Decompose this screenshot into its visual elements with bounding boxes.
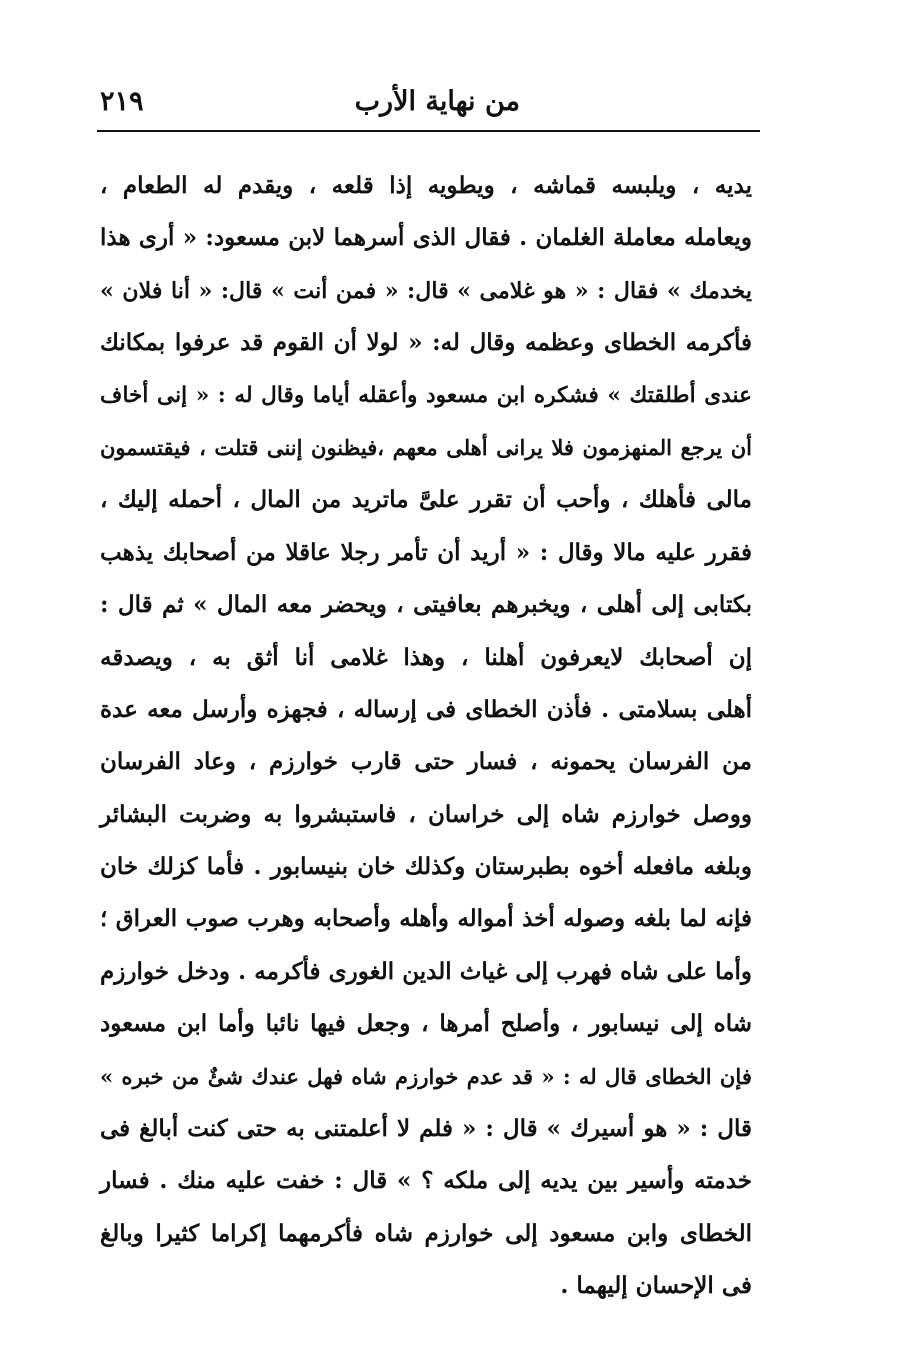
page-header: [100, 86, 760, 128]
text-line-15: فإنه لما بلغه وصوله أخذ أمواله وأهله وأصحابه وهرب صوب العراق ؛: [100, 905, 752, 933]
running-title: من نهاية الأرب: [354, 86, 520, 117]
text-line-16: وأما على شاه فهرب إلى غياث الدين الغورى فأكرمه . ودخل خوارزم: [100, 957, 752, 985]
text-line-6: أن يرجع المنهزمون فلا يرانى أهلى معهم ،فيظنون إننى قتلت ، فيقتسمون: [100, 434, 752, 460]
header-rule: [97, 130, 760, 132]
text-line-5: عندى أطلقتك » فشكره ابن مسعود وأعقله أياما وقال له : « إنى أخاف: [100, 382, 752, 408]
text-line-11: أهلى بسلامتى . فأذن الخطاى فى إرساله ، فجهزه وأرسل معه عدة: [100, 695, 752, 723]
text-line-4: فأكرمه الخطاى وعظمه وقال له: « لولا أن القوم قد عرفوا بمكانك: [100, 329, 752, 357]
body-text: [100, 160, 752, 1313]
text-line-13: ووصل خوارزم شاه إلى خراسان ، فاستبشروا به وضربت البشائر: [100, 800, 752, 828]
text-line-9: بكتابى إلى أهلى ، ويخبرهم بعافيتى ، ويحضر معه المال » ثم قال :: [100, 591, 752, 619]
text-line-1: يديه ، ويلبسه قماشه ، ويطويه إذا قلعه ، ويقدم له الطعام ،: [100, 172, 752, 199]
text-line-14: وبلغه مافعله أخوه بطبرستان وكذلك خان بنيسابور . فأما كزلك خان: [100, 853, 752, 881]
text-line-7: مالى فأهلك ، وأحب أن تقرر علىَّ ماتريد من المال ، أحمله إليك ،: [100, 486, 752, 514]
text-line-20: خدمته وأسير بين يديه إلى ملكه ؟ » قال : خفت عليه منك . فسار: [100, 1167, 752, 1195]
text-line-17: شاه إلى نيسابور ، وأصلح أمرها ، وجعل فيها نائبا وأما ابن مسعود: [100, 1010, 752, 1038]
text-line-3: يخدمك » فقال : « هو غلامى » قال: « فمن أنت » قال: « أنا فلان »: [100, 277, 752, 304]
text-line-12: من الفرسان يحمونه ، فسار حتى قارب خوارزم ، وعاد الفرسان: [100, 748, 752, 776]
text-line-8: فقرر عليه مالا وقال : « أريد أن تأمر رجلا عاقلا من أصحابك يذهب: [100, 538, 752, 566]
text-line-19: قال : « هو أسيرك » قال : « فلم لا أعلمتنى به حتى كنت أبالغ فى: [100, 1115, 752, 1143]
text-line-18: فإن الخطاى قال له : « قد عدم خوارزم شاه فهل عندك شئٌ من خبره »: [100, 1063, 752, 1089]
text-line-2: ويعامله معاملة الغلمان . فقال الذى أسرهما لابن مسعود: « أرى هذا: [100, 224, 752, 252]
text-line-22: فى الإحسان إليهما .: [560, 1272, 752, 1300]
text-line-21: الخطاى وابن مسعود إلى خوارزم شاه فأكرمهما إكراما كثيرا وبالغ: [100, 1219, 752, 1247]
text-line-10: إن أصحابك لايعرفون أهلنا ، وهذا غلامى أنا أثق به ، ويصدقه: [100, 643, 752, 671]
page-number: ٢١٩: [100, 86, 144, 117]
